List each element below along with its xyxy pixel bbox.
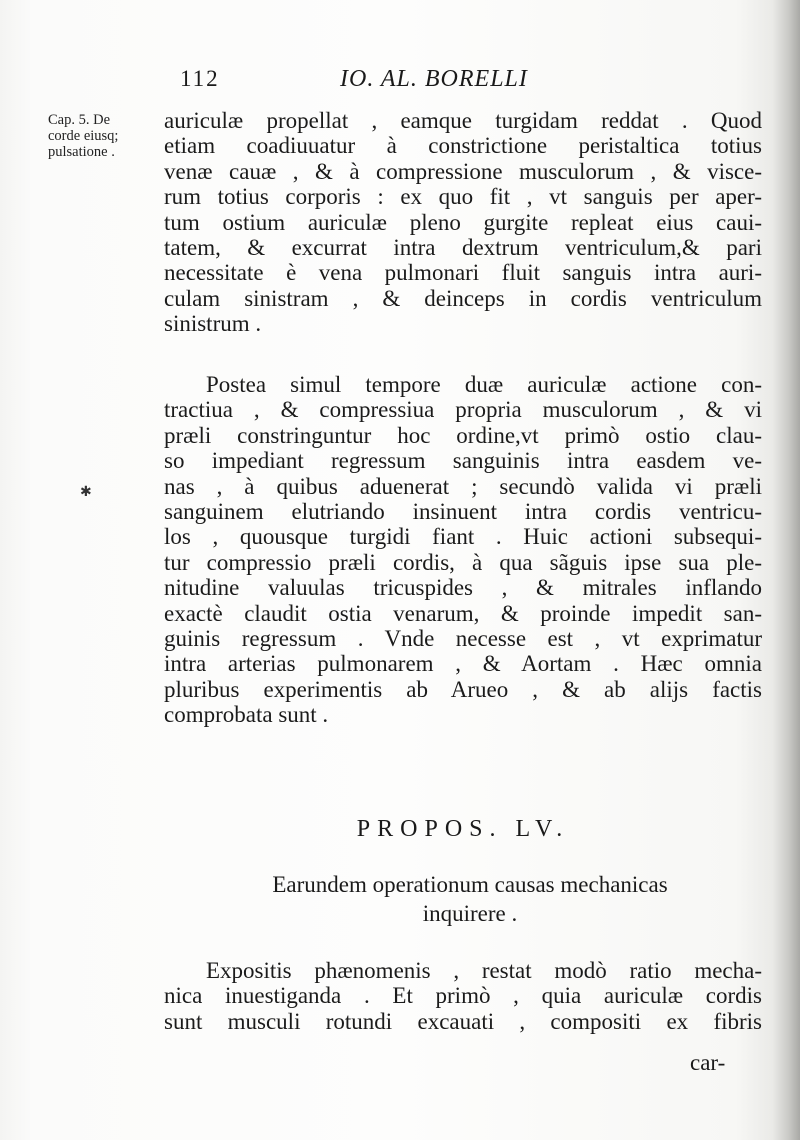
text-line: exactè claudit ostia venarum, & proinde impedit san- (164, 600, 762, 626)
text-line: comprobata sunt . (164, 702, 329, 728)
text-line: Postea simul tempore duæ auriculæ actione con- (206, 372, 762, 397)
running-head: IO. AL. BORELLI (340, 66, 528, 92)
text-line: nitudine valuulas tricuspides , & mitrales inflando (164, 575, 762, 601)
text-line: nas , à quibus aduenerat ; secundò valida vi præli (164, 473, 762, 499)
marginal-note-line: pulsatione . (48, 144, 115, 160)
text-line: guinis regressum . Vnde necesse est , vt exprimatur (164, 625, 762, 651)
page-edge-shadow (772, 0, 800, 1140)
proposition-subtitle (190, 870, 750, 928)
text-line: etiam coadiuuatur à constrictione peristaltica totius (164, 133, 762, 159)
text-line: nica inuestiganda . Et primò , quia auriculæ cordis (164, 983, 762, 1009)
text-line: tur compressio præli cordis, à qua sãguis ipse sua ple- (164, 549, 762, 575)
text-line: culam sinistram , & deinceps in cordis ventriculum (164, 285, 762, 311)
paragraph-1 (164, 108, 762, 337)
page-number: 112 (180, 66, 220, 91)
text-line: venæ cauæ , & à compressione musculorum , & visce- (164, 158, 762, 184)
text-line: intra arterias pulmonarem , & Aortam . Hæc omnia (164, 651, 762, 677)
catchword: car- (690, 1050, 726, 1075)
text-line: pluribus experimentis ab Arueo , & ab alijs factis (164, 676, 762, 702)
paragraph-2 (164, 372, 762, 727)
text-line: sinistrum . (164, 311, 262, 337)
text-line: los , quousque turgidi fiant . Huic actioni subsequi- (164, 524, 762, 550)
text-line: tractiua , & compressiua propria musculorum , & vi (164, 397, 762, 423)
subtitle-line: inquirere . (422, 901, 518, 926)
marginal-note (48, 112, 158, 160)
text-line: præli constringuntur hoc ordine,vt primò ostio clau- (164, 422, 762, 448)
paragraph-3 (164, 958, 762, 1034)
text-line: sanguinem elutriando insinuent intra cordis ventricu- (164, 498, 762, 524)
ink-speck: ✱ (80, 484, 92, 500)
text-line: so impediant regressum sanguinis intra easdem ve- (164, 448, 762, 474)
text-line: rum totius corporis : ex quo fit , vt sanguis per aper- (164, 184, 762, 210)
marginal-note-line: corde eiusq; (48, 128, 119, 144)
text-line: tatem, & excurrat intra dextrum ventriculum,& pari (164, 234, 762, 260)
marginal-note-line: Cap. 5. De (48, 112, 111, 128)
proposition-heading: PROPOS. LV. (356, 816, 570, 842)
text-line: tum ostium auriculæ pleno gurgite repleat eius caui- (164, 209, 762, 235)
text-line: necessitate è vena pulmonari fluit sanguis intra auri- (164, 260, 762, 286)
text-line: Expositis phænomenis , restat modò ratio mecha- (206, 958, 762, 983)
text-line: sunt musculi rotundi excauati , compositi ex fibris (164, 1008, 762, 1034)
page-header (172, 66, 762, 96)
subtitle-line: Earundem operationum causas mechanicas (272, 872, 668, 897)
text-line: auriculæ propellat , eamque turgidam reddat . Quod (164, 108, 762, 133)
